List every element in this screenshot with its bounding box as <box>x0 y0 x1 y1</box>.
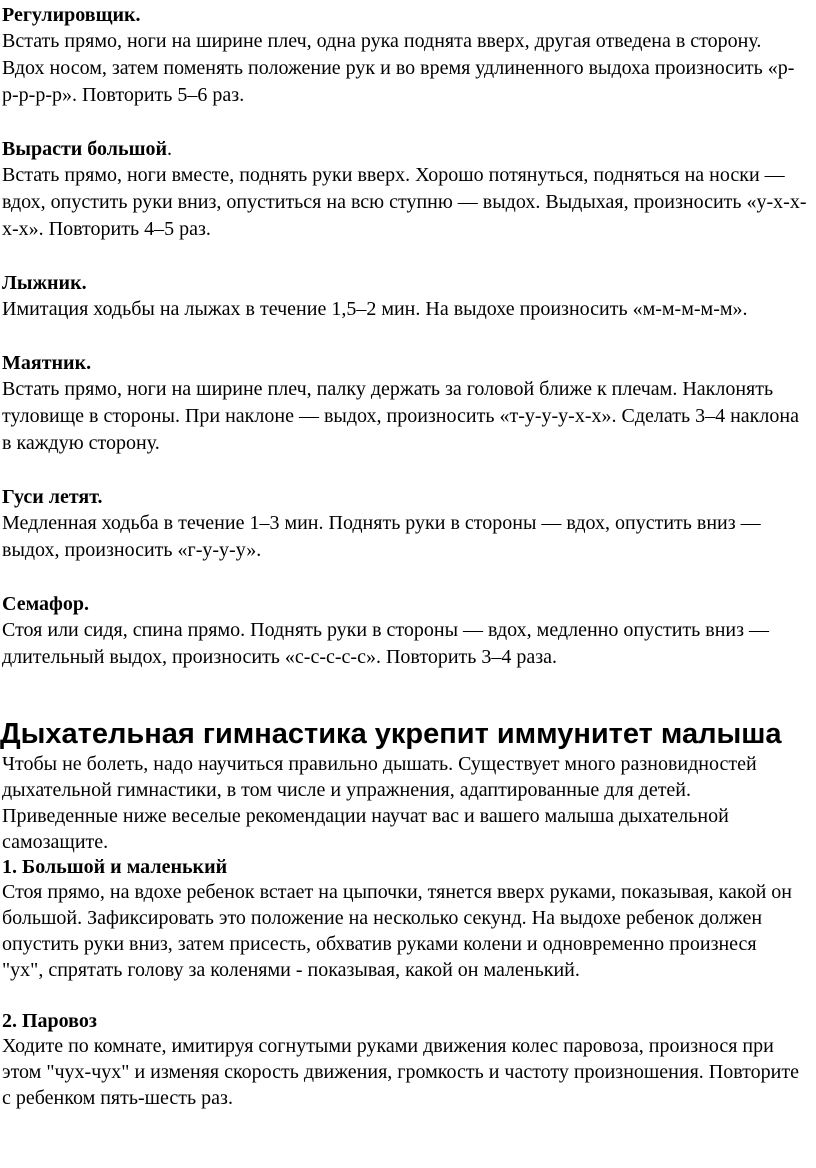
exercise-text: Встать прямо, ноги вместе, поднять руки вверх. Хорошо потянуться, подняться на носки — вдох, опустить руки вниз, опуститься на всю ступню — выдох. Выдыхая, произносить «у-х-х-х-х». Повторить 4–5 раз. <box>2 164 807 240</box>
exercise-text: Медленная ходьба в течение 1–3 мин. Поднять руки в стороны — вдох, опустить вниз — выдох, произносить «г-у-у-у». <box>2 512 761 561</box>
spacer <box>0 564 816 592</box>
exercise-block <box>0 485 816 564</box>
exercise-text: Встать прямо, ноги на ширине плеч, одна рука поднята вверх, другая отведена в сторону. Вдох носом, затем поменять положение рук и во время удлиненного выдоха произносить «р-р-р-р-р». Повторить 5–6 раз. <box>2 30 795 106</box>
exercise-block <box>0 271 816 323</box>
item-title: 1. Большой и маленький <box>2 856 228 878</box>
spacer <box>0 983 816 1009</box>
spacer <box>0 457 816 485</box>
item-title: 2. Паровоз <box>2 1010 97 1032</box>
exercise-text: Стоя или сидя, спина прямо. Поднять руки в стороны — вдох, медленно опустить вниз — длительный выдох, произносить «с-с-с-с-с». Повторить 3–4 раза. <box>2 619 770 668</box>
exercise-block <box>0 351 816 457</box>
item-text: Ходите по комнате, имитируя согнутыми руками движения колес паровоза, произнося при этом "чух-чух" и изменяя скорость движения, громкость и частоту произношения. Повторите с ребенком пять-шесть раз. <box>2 1035 799 1109</box>
spacer <box>0 323 816 351</box>
exercise-title: Семафор. <box>2 593 90 615</box>
section-item <box>0 855 816 983</box>
exercise-text: Встать прямо, ноги на ширине плеч, палку держать за головой ближе к плечам. Наклонять туловище в стороны. При наклоне — выдох, произносить «т-у-у-у-х-х». Сделать 3–4 наклона в каждую сторону. <box>2 378 799 454</box>
item-text: Стоя прямо, на вдохе ребенок встает на цыпочки, тянется вверх руками, показывая, какой он большой. Зафиксировать это положение на несколько секунд. На выдохе ребенок должен опустить руки вниз, затем присесть, обхватив руками колени и одновременно произнеся "ух", спрятать голову за коленями - показывая, какой он маленький. <box>2 881 792 981</box>
exercise-block <box>0 137 816 243</box>
spacer <box>0 671 816 717</box>
section-item <box>0 1009 816 1111</box>
exercise-block <box>0 592 816 671</box>
section-heading: Дыхательная гимнастика укрепит иммунитет малыша <box>0 718 782 750</box>
exercise-title: Вырасти большой. <box>2 138 172 160</box>
section-intro: Чтобы не болеть, надо научиться правильно дышать. Существует много разновидностей дыхательной гимнастики, в том числе и упражнения, адаптированные для детей. Приведенные ниже веселые рекомендации научат вас и вашего малыша дыхательной самозащите. <box>2 753 757 853</box>
exercise-title: Маятник. <box>2 352 92 374</box>
exercise-text: Имитация ходьбы на лыжах в течение 1,5–2 мин. На выдохе произносить «м-м-м-м-м». <box>2 298 748 320</box>
spacer <box>0 243 816 271</box>
exercise-title: Лыжник. <box>2 272 87 294</box>
exercise-title: Регулировщик. <box>2 4 141 26</box>
exercise-title: Гуси летят. <box>2 486 103 508</box>
spacer <box>0 109 816 137</box>
exercise-block <box>0 3 816 109</box>
